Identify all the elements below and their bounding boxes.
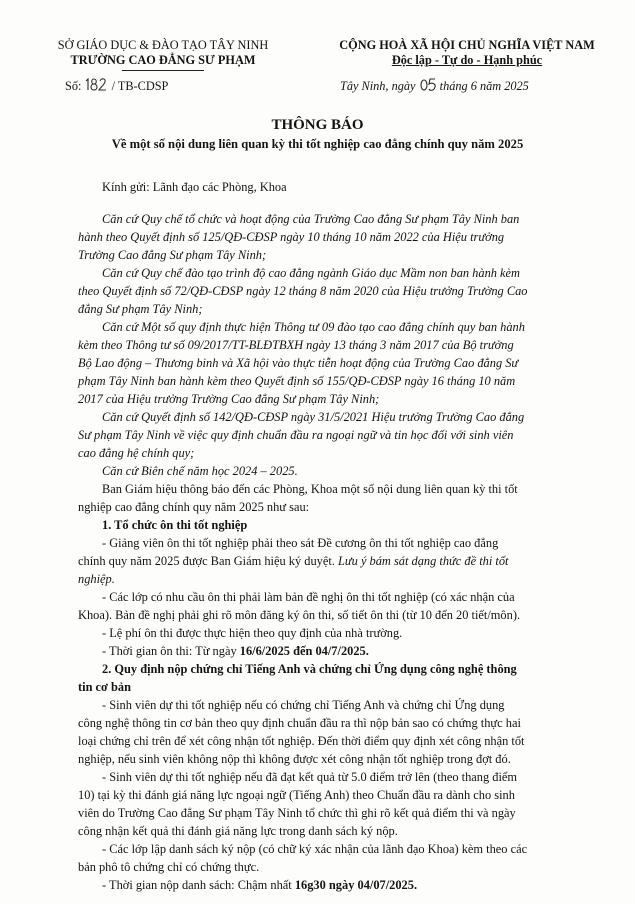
basis-3-line-5: 2017 của Hiệu trưởng Trường Cao đẳng Sư phạm Tây Ninh;	[78, 392, 380, 406]
intro-line-1: Ban Giám hiệu thông báo đến các Phòng, Khoa một số nội dung liên quan kỳ thi tốt	[102, 482, 518, 496]
basis-3-line-4: phạm Tây Ninh ban hành kèm theo Quyết định số 155/QĐ-CĐSP ngày 16 tháng 10 năm	[78, 374, 516, 388]
section-2-p2-line-3: viên do Trường Cao đẳng Sư phạm Tây Ninh tổ chức thì ghi rõ kết quả điểm thi và ngày	[78, 806, 516, 820]
intro-line-2: nghiệp cao đẳng chính quy năm 2025 như sau:	[78, 500, 310, 514]
issuer-block	[32, 38, 294, 72]
section-2-p4-label: - Thời gian nộp danh sách: Chậm nhất	[102, 878, 295, 892]
basis-4-line-2: Sư phạm Tây Ninh về việc quy định chuẩn đầu ra ngoại ngữ và tin học đối với sinh viên	[78, 428, 514, 442]
basis-2-line-2: theo Quyết định số 72/QĐ-CĐSP ngày 12 tháng 8 năm 2020 của Hiệu trưởng Trường Cao	[78, 284, 528, 298]
parent-org: SỞ GIÁO DỤC & ĐÀO TẠO TÂY NINH	[57, 38, 269, 52]
section-1-p1-line-3: nghiệp.	[78, 572, 115, 586]
section-1-p1-line-2	[78, 554, 508, 569]
section-1-p3: - Lệ phí ôn thi được thực hiện theo quy định của nhà trường.	[102, 626, 403, 640]
basis-4-line-3: cao đẳng hệ chính quy;	[78, 446, 195, 460]
basis-1-line-3: Trường Cao đẳng Sư phạm Tây Ninh;	[78, 248, 267, 262]
basis-4-line-1: Căn cứ Quyết định số 142/QĐ-CĐSP ngày 31/5/2021 Hiệu trưởng Trường Cao đẳng	[102, 410, 525, 424]
section-2-p3-line-2: bản phô tô chứng chỉ có chứng thực.	[78, 860, 260, 874]
section-2-p3-line-1: - Các lớp lập danh sách ký nộp (có chữ ký xác nhận của lãnh đạo Khoa) kèm theo các	[102, 842, 528, 856]
basis-1-line-2: hành theo Quyết định số 125/QĐ-CĐSP ngày 10 tháng 10 năm 2022 của Hiệu trưởng	[78, 230, 505, 244]
handwritten-doc-number	[84, 78, 108, 96]
section-1-p4	[102, 644, 369, 659]
section-2-p1-line-1: - Sinh viên dự thi tốt nghiệp nếu có chứng chỉ Tiếng Anh và chứng chỉ Ứng dụng	[102, 698, 505, 712]
basis-2-line-1: Căn cứ Quy chế đào tạo trình độ cao đẳng ngành Giáo dục Mầm non ban hành kèm	[102, 266, 521, 280]
basis-1-line-1: Căn cứ Quy chế tổ chức và hoạt động của Trường Cao đẳng Sư phạm Tây Ninh ban	[102, 212, 520, 226]
doc-subtitle: Về một số nội dung liên quan kỳ thi tốt nghiệp cao đẳng chính quy năm 2025	[111, 137, 524, 151]
section-2-p1-line-4: nghiệp, nếu sinh viên không nộp thì không được xét công nhận tốt nghiệp trong đợt đó.	[78, 752, 511, 766]
section-2-heading-line-2: tin cơ bản	[78, 680, 131, 694]
basis-3-line-1: Căn cứ Một số quy định thực hiện Thông tư 09 đào tạo cao đẳng chính quy ban hành	[102, 320, 525, 334]
doc-date	[340, 78, 529, 96]
section-1-p1-note: Lưu ý bám sát dạng thức đề thi tốt	[334, 554, 509, 568]
date-rest: tháng 6 năm 2025	[439, 79, 529, 93]
section-2-p2-line-1: - Sinh viên dự thi tốt nghiệp nếu đã đạt kết quả từ 5.0 điểm trở lên (theo thang điểm	[102, 770, 518, 784]
basis-2-line-3: đẳng Sư phạm Tây Ninh;	[78, 302, 203, 316]
section-1-heading: 1. Tổ chức ôn thi tốt nghiệp	[102, 518, 248, 532]
section-1-p1-normal: chính quy năm 2025 được Ban Giám hiệu ký duyệt.	[78, 554, 335, 568]
nation-title: CỘNG HOÀ XÃ HỘI CHỦ NGHĨA VIỆT NAM	[339, 38, 595, 52]
section-1-p1-line-1: - Giảng viên ôn thi tốt nghiệp phải theo sát Đề cương ôn thi tốt nghiệp cao đẳng	[102, 536, 499, 550]
section-2-p1-line-3: loại chứng chỉ trên để xét công nhận tốt nghiệp. Đến thời điểm quy định xét công nhận tốt	[78, 734, 525, 748]
recipient: Kính gửi: Lãnh đạo các Phòng, Khoa	[102, 180, 287, 194]
org-underline	[122, 69, 204, 72]
section-2-heading-line-1: 2. Quy định nộp chứng chỉ Tiếng Anh và chứng chỉ Ứng dụng công nghệ thông	[102, 662, 517, 676]
section-2-p4-value: 16g30 ngày 04/07/2025.	[294, 878, 418, 892]
section-2-p2-line-4: công nhận kết quả thi đánh giá năng lực trong danh sách ký nộp.	[78, 824, 398, 838]
doc-number-prefix: Số:	[65, 79, 82, 93]
doc-number-suffix: / TB-CDSP	[111, 79, 169, 93]
doc-number	[65, 78, 168, 96]
section-1-p4-label: - Thời gian ôn thi: Từ ngày	[102, 644, 240, 658]
section-2-p1-line-2: công nghệ thông tin cơ bản theo quy định chuẩn đầu ra thì nộp bản sao có chứng thực hai	[78, 716, 521, 730]
org-name: TRƯỜNG CAO ĐẲNG SƯ PHẠM	[70, 53, 256, 67]
basis-3-line-3: Bộ Lao động – Thương binh và Xã hội vào thực tiễn hoạt động của Trường Cao đẳng Sư	[78, 356, 519, 370]
doc-title: THÔNG BÁO	[271, 117, 364, 133]
section-1-p4-value: 16/6/2025 đến 04/7/2025.	[239, 644, 369, 658]
basis-3-line-2: kèm theo Thông tư số 09/2017/TT-BLĐTBXH ngày 13 tháng 3 năm 2017 của Bộ trưởng	[78, 338, 514, 352]
section-2-p4	[102, 878, 417, 893]
section-1-p2-line-1: - Các lớp có nhu cầu ôn thi phải làm bản đề nghị ôn thi tốt nghiệp (có xác nhận của	[102, 590, 515, 604]
date-place: Tây Ninh, ngày	[340, 79, 416, 93]
motto: Độc lập - Tự do - Hạnh phúc	[391, 53, 543, 67]
handwritten-day	[419, 78, 437, 96]
basis-5: Căn cứ Biên chế năm học 2024 – 2025.	[102, 464, 298, 478]
nation-block	[308, 38, 626, 68]
section-2-p2-line-2: 10) tại kỳ thi đánh giá năng lực ngoại ngữ (Tiếng Anh) theo Chuẩn đầu ra dành cho sinh	[78, 788, 515, 802]
section-1-p2-line-2: Khoa). Bản đề nghị phải ghi rõ môn đăng ký ôn thi, số tiết ôn thi (từ 10 đến 20 tiết/môn).	[78, 608, 521, 622]
